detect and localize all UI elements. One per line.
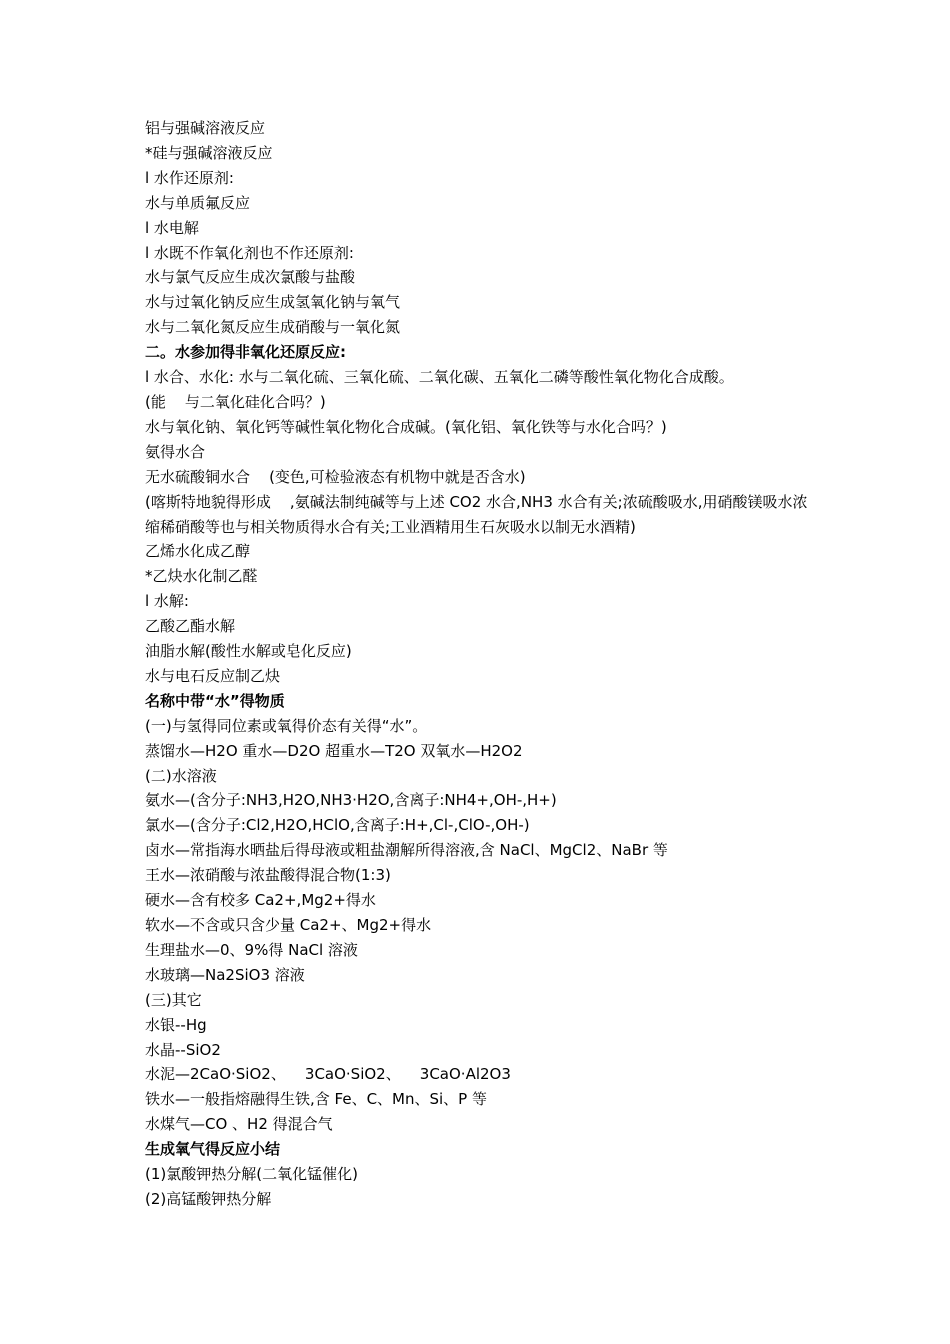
text-line: 氨得水合 [145,442,206,461]
text-line: 水泥—2CaO·SiO2、 3CaO·SiO2、 3CaO·Al2O3 [145,1065,511,1084]
text-line: 水与单质氟反应 [145,193,251,212]
text-line: 水与氧化钠、氧化钙等碱性氧化物化合成碱。(氧化铝、氧化铁等与水化合吗？) [145,417,667,436]
section-heading: 名称中带“水”得物质 [145,691,285,710]
text-line: 王水—浓硝酸与浓盐酸得混合物(1:3) [145,866,391,885]
text-line: 铁水—一般指熔融得生铁,含 Fe、C、Mn、Si、P 等 [145,1090,487,1109]
text-line: 水银--Hg [145,1015,207,1034]
text-line: 油脂水解(酸性水解或皂化反应) [145,642,352,661]
document-page [145,116,810,1212]
text-line: (能 与二氧化硅化合吗？) [145,392,326,411]
text-line: *乙炔水化制乙醛 [145,567,258,586]
text-line: 硬水—含有校多 Ca2+,Mg2+得水 [145,891,376,910]
text-line: 氨水—(含分子:NH3,H2O,NH3·H2O,含离子:NH4+,OH-,H+) [145,791,557,810]
text-line: 生理盐水—0、9%得 NaCl 溶液 [145,940,358,959]
text-line: *硅与强碱溶液反应 [145,143,273,162]
text-line: l 水既不作氧化剂也不作还原剂: [145,243,354,262]
text-line: 卤水—常指海水晒盐后得母液或粗盐潮解所得溶液,含 NaCl、MgCl2、NaBr 等 [145,841,668,860]
text-line: l 水作还原剂: [145,168,234,187]
text-line: 蒸馏水—H2O 重水—D2O 超重水—T2O 双氧水—H2O2 [145,741,523,760]
text-paragraph: (喀斯特地貌得形成 ,氨碱法制纯碱等与上述 CO2 水合,NH3 水合有关;浓硫酸吸水,用硝酸镁吸水浓缩稀硝酸等也与相关物质得水合有关;工业酒精用生石灰吸水以制无水酒精) [145,492,808,536]
text-line: l 水合、水化: 水与二氧化硫、三氧化硫、二氧化碳、五氧化二磷等酸性氧化物化合成酸。 [145,368,734,387]
section-heading: 生成氧气得反应小结 [145,1140,281,1159]
text-line: 乙烯水化成乙醇 [145,542,251,561]
section-heading: 二。水参加得非氧化还原反应: [145,343,346,362]
text-line: l 水电解 [145,218,199,237]
text-line: 水与电石反应制乙炔 [145,666,281,685]
text-line: l 水解: [145,592,189,611]
text-line: 水与氯气反应生成次氯酸与盐酸 [145,268,356,287]
text-line: 水与二氧化氮反应生成硝酸与一氧化氮 [145,318,401,337]
text-line: (三)其它 [145,990,202,1009]
text-line: 软水—不含或只含少量 Ca2+、Mg2+得水 [145,916,432,934]
text-line: (二)水溶液 [145,766,217,785]
text-line: 铝与强碱溶液反应 [145,119,266,137]
text-line: (一)与氢得同位素或氧得价态有关得“水”。 [145,716,428,735]
text-line: 水煤气—CO 、H2 得混合气 [145,1115,333,1134]
text-line: 氯水—(含分子:Cl2,H2O,HClO,含离子:H+,Cl-,ClO-,OH-) [145,816,530,835]
text-line: 水与过氧化钠反应生成氢氧化钠与氧气 [145,293,401,312]
text-line: (1)氯酸钾热分解(二氧化锰催化) [145,1165,358,1184]
text-line: 水玻璃—Na2SiO3 溶液 [145,965,305,984]
text-line: (2)高锰酸钾热分解 [145,1189,272,1208]
text-line: 乙酸乙酯水解 [145,617,236,636]
text-line: 无水硫酸铜水合 (变色,可检验液态有机物中就是否含水) [145,467,526,486]
text-line: 水晶--SiO2 [145,1040,221,1059]
